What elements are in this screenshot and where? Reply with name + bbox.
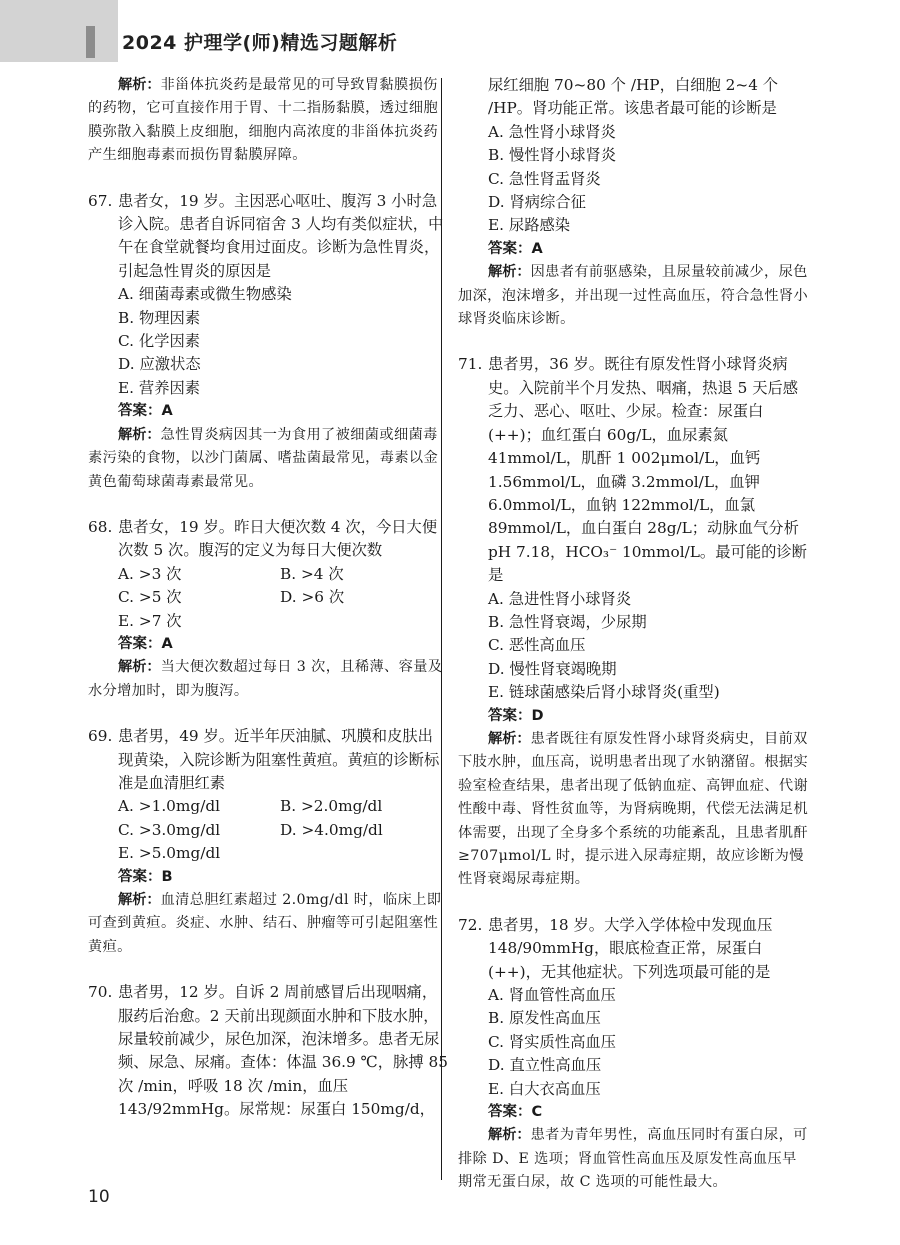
question-stem: 患者男，49 岁。近半年厌油腻、巩膜和皮肤出现黄染，入院诊断为阻塞性黄疸。黄疸的诊断标准是血清胆红素 bbox=[118, 727, 440, 792]
option-d: D. 直立性高血压 bbox=[488, 1056, 602, 1075]
option-a: A. >1.0mg/dl bbox=[118, 797, 221, 816]
option-c: C. 急性肾盂肾炎 bbox=[488, 169, 601, 188]
option-d: D. 应激状态 bbox=[118, 355, 201, 374]
option-e: E. >5.0mg/dl bbox=[118, 844, 221, 863]
explanation: 解析：因患者有前驱感染，且尿量较前减少，尿色加深，泡沫增多，并出现一过性高血压，符合急性肾小球肾炎临床诊断。 bbox=[458, 264, 809, 328]
answer: 答案：A bbox=[118, 403, 173, 420]
question-69 bbox=[88, 725, 448, 959]
option-c: C. >5 次 bbox=[118, 588, 182, 607]
option-a: A. 急进性肾小球肾炎 bbox=[488, 589, 632, 608]
option-e: E. 链球菌感染后肾小球肾炎(重型) bbox=[488, 683, 720, 702]
book-title: 2024 护理学(师)精选习题解析 bbox=[122, 32, 398, 54]
answer: 答案：D bbox=[488, 707, 544, 724]
explanation: 解析：患者为青年男性，高血压同时有蛋白尿，可排除 D、E 选项；肾血管性高血压及原发性高血压早期常无蛋白尿，故 C 选项的可能性最大。 bbox=[458, 1127, 808, 1191]
option-a: A. 肾血管性高血压 bbox=[488, 986, 616, 1005]
page-number: 10 bbox=[88, 1187, 110, 1207]
option-c: C. >3.0mg/dl bbox=[118, 820, 221, 839]
question-number: 67. bbox=[88, 191, 113, 210]
option-c: C. 化学因素 bbox=[118, 332, 201, 351]
option-d: D. >4.0mg/dl bbox=[280, 820, 383, 839]
right-column bbox=[458, 74, 810, 1195]
header-gray-bar bbox=[0, 0, 118, 62]
option-d: D. 肾病综合征 bbox=[488, 193, 586, 212]
option-grid bbox=[88, 795, 448, 865]
option-a: A. 细菌毒素或微生物感染 bbox=[118, 285, 292, 304]
question-67 bbox=[88, 190, 448, 494]
explanation: 解析：血清总胆红素超过 2.0mg/dl 时，临床上即可查到黄疸。炎症、水肿、结石、肿瘤等可引起阻塞性黄疸。 bbox=[88, 892, 442, 955]
option-b: B. 原发性高血压 bbox=[488, 1009, 601, 1028]
option-b: B. >2.0mg/dl bbox=[280, 797, 383, 816]
option-b: B. 慢性肾小球肾炎 bbox=[488, 146, 617, 165]
question-stem: 患者男，36 岁。既往有原发性肾小球肾炎病史。入院前半个月发热、咽痛，热退 5 天后感乏力、恶心、呕吐、少尿。检查：尿蛋白(++)；血红蛋白 60g/L，血尿素氮 41mmol/L，肌酐 1 002μmol/L，血钙 1.56mmol/L，血磷 3.2mmol/L，血钾 6.0mmol/L，血钠 122mmol/L，血氯 89mmol/L，血白蛋白 28g/L；动脉血气分析 pH 7.18，HCO₃⁻ 10mmol/L。最可能的诊断是 bbox=[488, 355, 807, 585]
option-c: C. 恶性高血压 bbox=[488, 636, 586, 655]
option-d: D. >6 次 bbox=[280, 588, 345, 607]
answer: 答案：A bbox=[118, 635, 173, 652]
option-d: D. 慢性肾衰竭晚期 bbox=[488, 659, 617, 678]
explanation: 解析：急性胃炎病因其一为食用了被细菌或细菌毒素污染的食物，以沙门菌属、嗜盐菌最常见，毒素以金黄色葡萄球菌毒素最常见。 bbox=[88, 426, 439, 490]
question-70 bbox=[88, 981, 448, 1121]
header-accent-bar bbox=[86, 26, 95, 58]
question-stem: 患者女，19 岁。昨日大便次数 4 次，今日大便次数 5 次。腹泻的定义为每日大便次数 bbox=[118, 517, 438, 560]
option-b: B. >4 次 bbox=[280, 564, 344, 583]
option-e: E. >7 次 bbox=[118, 611, 182, 630]
question-stem: 患者男，18 岁。大学入学体检中发现血压 148/90mmHg，眼底检查正常，尿蛋白(++)，无其他症状。下列选项最可能的是 bbox=[488, 915, 773, 981]
question-number: 71. bbox=[458, 355, 483, 374]
option-e: E. 营养因素 bbox=[118, 378, 201, 397]
option-a: A. >3 次 bbox=[118, 564, 182, 583]
question-number: 68. bbox=[88, 517, 113, 536]
answer: 答案：B bbox=[118, 868, 173, 885]
option-c: C. 肾实质性高血压 bbox=[488, 1032, 616, 1051]
question-number: 72. bbox=[458, 915, 483, 934]
question-68 bbox=[88, 516, 448, 703]
option-b: B. 急性肾衰竭，少尿期 bbox=[488, 612, 647, 631]
question-number: 70. bbox=[88, 983, 113, 1002]
question-70-continued bbox=[458, 74, 810, 331]
question-stem: 患者男，12 岁。自诉 2 周前感冒后出现咽痛，服药后治愈。2 天前出现颜面水肿和下肢水肿，尿量较前减少，尿色加深，泡沫增多。患者无尿频、尿急、尿痛。查体：体温 36.9 ℃，脉搏 85 次 /min，呼吸 18 次 /min，血压 143/92mmHg。尿常规：尿蛋白 150mg/d， bbox=[118, 983, 448, 1119]
option-e: E. 白大衣高血压 bbox=[488, 1079, 601, 1098]
question-71 bbox=[458, 353, 810, 891]
option-b: B. 物理因素 bbox=[118, 308, 201, 327]
question-number: 69. bbox=[88, 727, 113, 746]
question-stem: 尿红细胞 70~80 个 /HP，白细胞 2~4 个 /HP。肾功能正常。该患者最可能的诊断是 bbox=[488, 76, 779, 118]
explanation-66: 解析：非甾体抗炎药是最常见的可导致胃黏膜损伤的药物，它可直接作用于胃、十二指肠黏膜，透过细胞膜弥散入黏膜上皮细胞，细胞内高浓度的非甾体抗炎药产生细胞毒素而损伤胃黏膜屏障。 bbox=[88, 77, 439, 164]
explanation: 解析：患者既往有原发性肾小球肾炎病史，目前双下肢水肿，血压高，说明患者出现了水钠潴留。根据实验室检查结果，患者出现了低钠血症、高钾血症、代谢性酸中毒、肾性贫血等，为肾病晚期，代偿无法满足机体需要，出现了全身多个系统的功能紊乱，且患者肌酐≥707μmol/L 时，提示进入尿毒症期，故应诊断为慢性肾衰竭尿毒症期。 bbox=[458, 730, 809, 888]
answer: 答案：C bbox=[488, 1104, 543, 1121]
left-column bbox=[88, 74, 448, 1122]
page-header bbox=[0, 0, 900, 75]
explanation: 解析：当大便次数超过每日 3 次，且稀薄、容量及水分增加时，即为腹泻。 bbox=[88, 659, 443, 699]
question-72 bbox=[458, 914, 810, 1195]
question-stem: 患者女，19 岁。主因恶心呕吐、腹泻 3 小时急诊入院。患者自诉同宿舍 3 人均有类似症状，中午在食堂就餐均食用过面皮。诊断为急性胃炎，引起急性胃炎的原因是 bbox=[118, 191, 444, 280]
option-grid bbox=[88, 563, 448, 633]
option-a: A. 急性肾小球肾炎 bbox=[488, 122, 616, 141]
option-e: E. 尿路感染 bbox=[488, 216, 571, 235]
answer: 答案：A bbox=[488, 240, 543, 257]
